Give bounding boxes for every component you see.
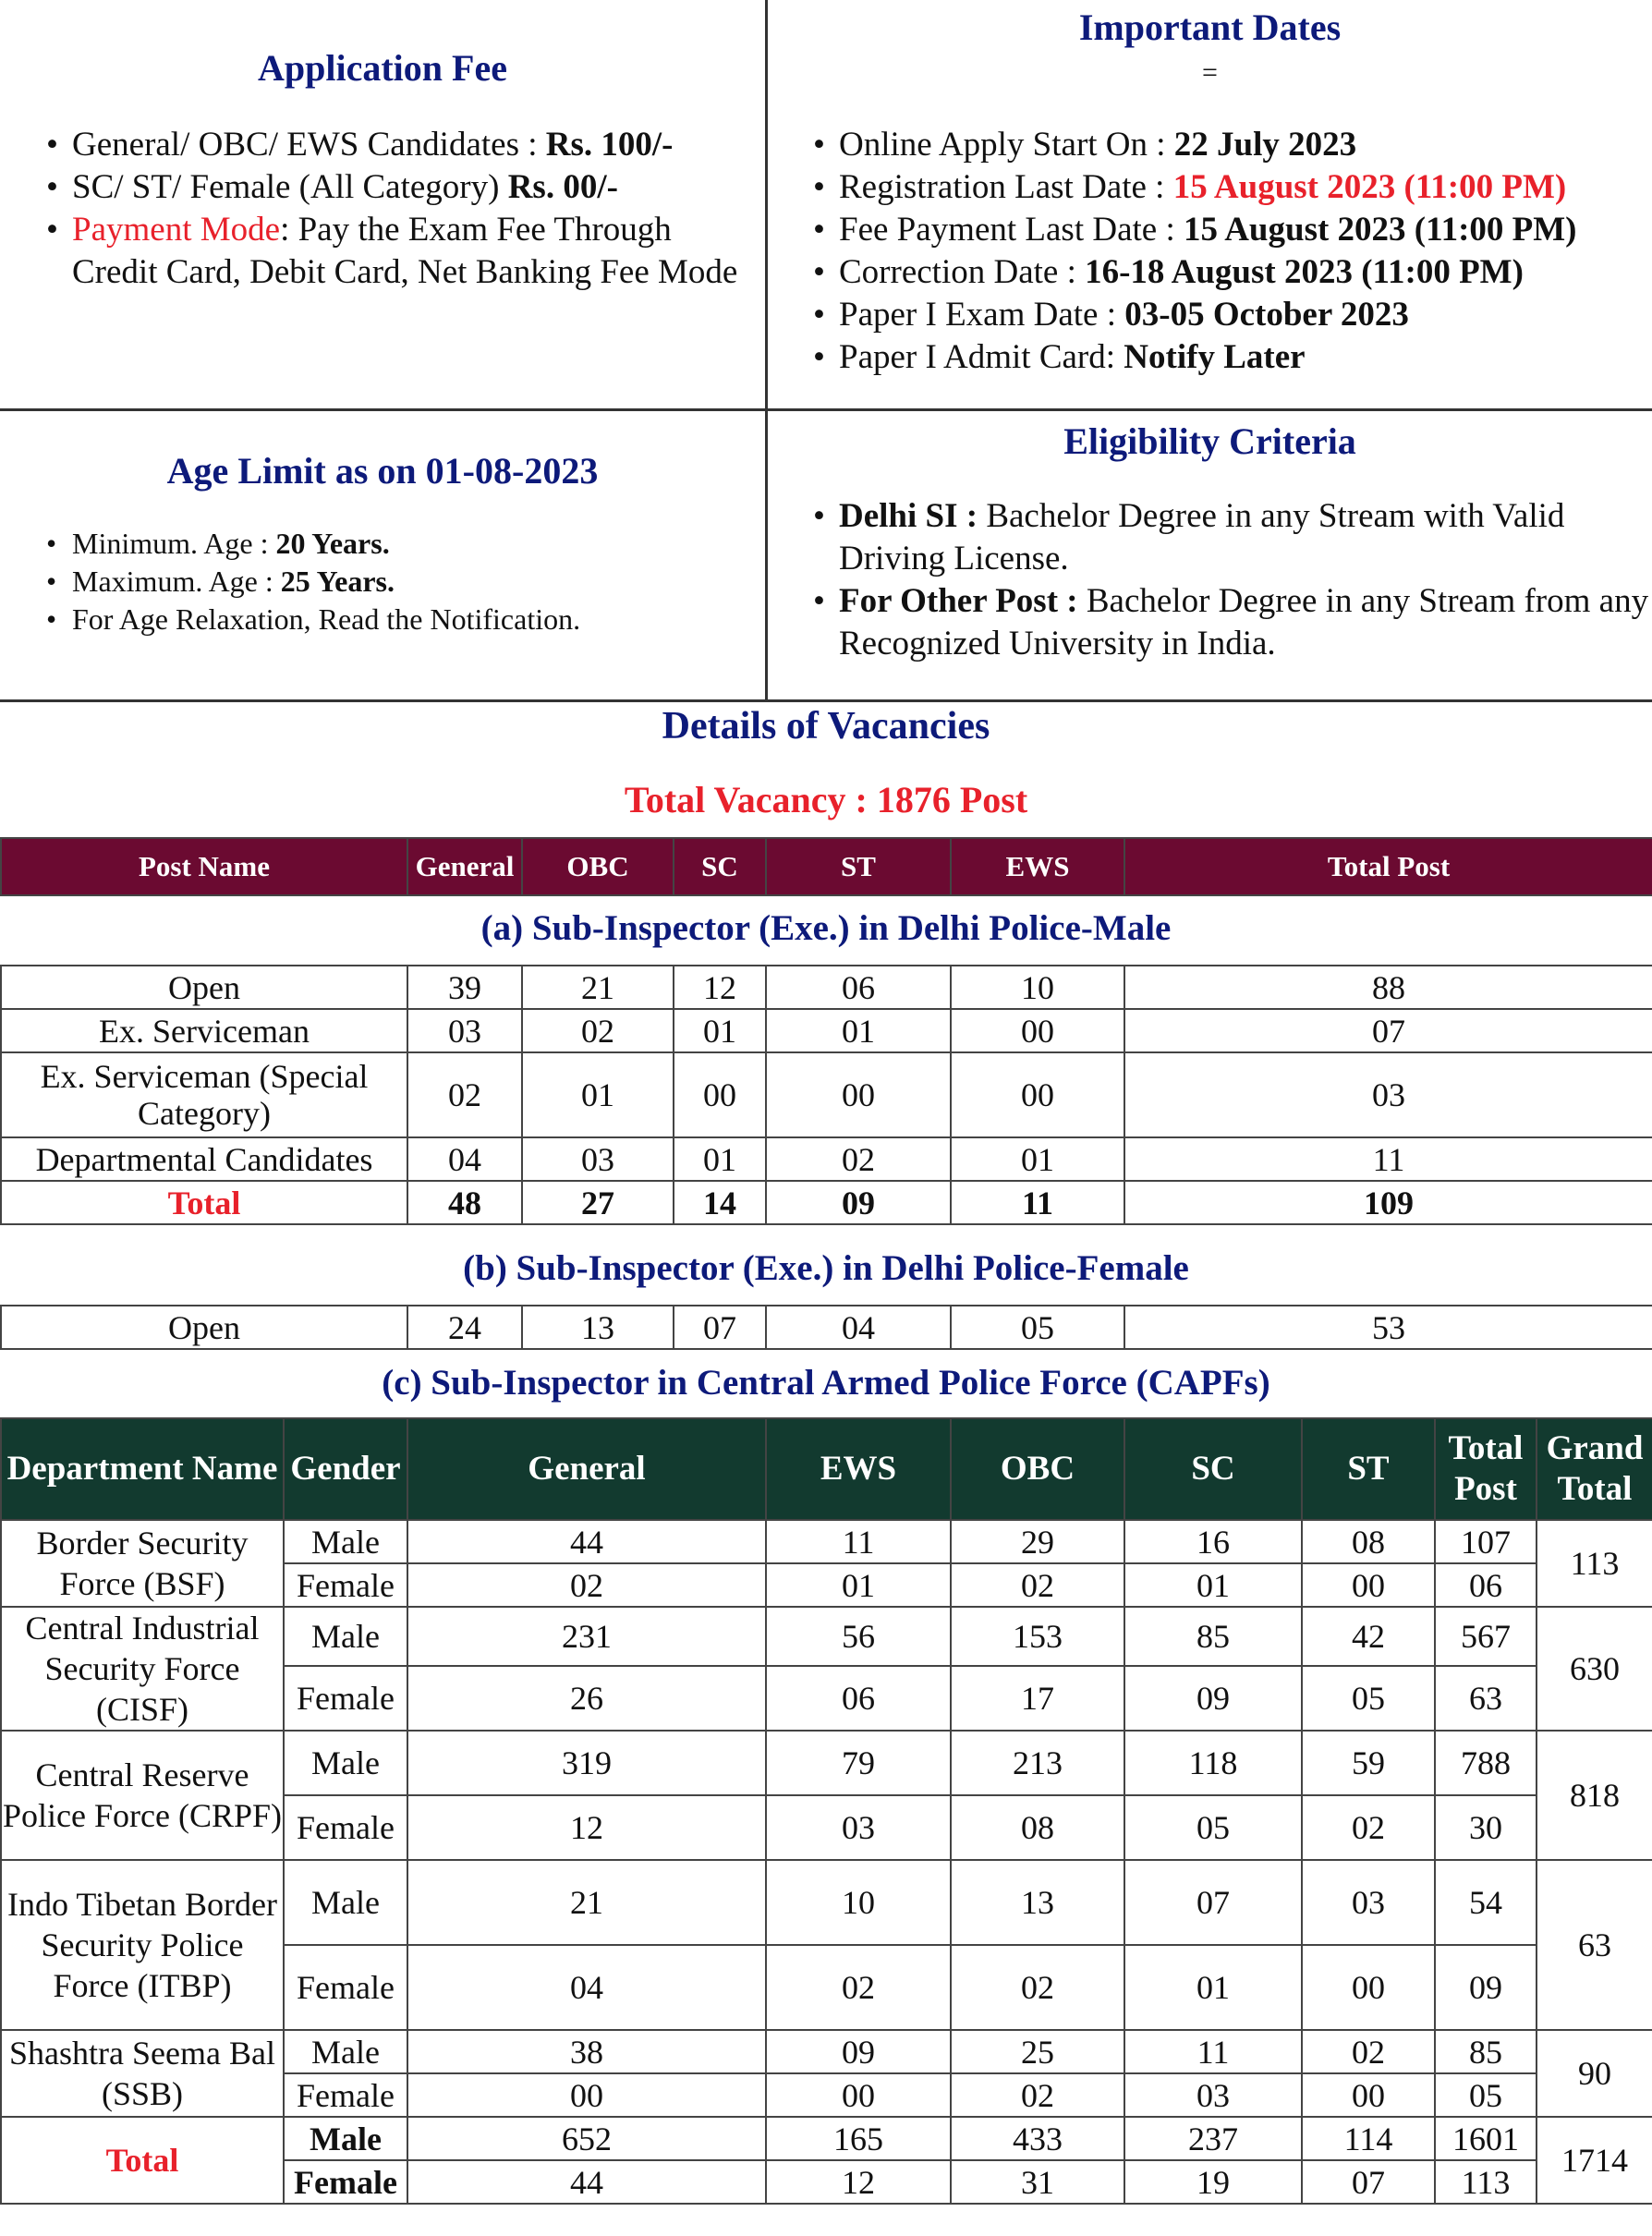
vacancy-cell: 02: [1302, 2030, 1435, 2073]
date-item: • Paper I Admit Card: Notify Later: [809, 336, 1652, 379]
post-name-cell: Departmental Candidates: [1, 1137, 407, 1181]
column-header: General: [407, 838, 522, 895]
vacancy-cell: 02: [951, 1945, 1124, 2030]
important-dates-subtitle: =: [1202, 57, 1218, 88]
column-header: Total Post: [1435, 1418, 1537, 1520]
table-row: [1, 1009, 1652, 1052]
total-cell: 07: [1302, 2160, 1435, 2204]
eligibility-item: • For Other Post : Bachelor Degree in any Stream from any Recognized University in India.: [809, 580, 1652, 665]
gender-cell: Female: [284, 1945, 407, 2030]
capf-header-row: [1, 1418, 1652, 1520]
vacancy-cell: 54: [1435, 1860, 1537, 1945]
total-cell: 19: [1124, 2160, 1302, 2204]
total-cell: 113: [1435, 2160, 1537, 2204]
important-dates-list: [809, 124, 1652, 379]
column-header: ST: [766, 838, 951, 895]
table-row: [1, 1306, 1652, 1349]
vacancy-cell: 02: [407, 1563, 766, 1607]
vacancy-cell: 17: [951, 1666, 1124, 1731]
vacancy-cell: 07: [674, 1306, 766, 1349]
post-name-cell: Open: [1, 1306, 407, 1349]
total-cell: 114: [1302, 2117, 1435, 2160]
post-name-cell: Ex. Serviceman: [1, 1009, 407, 1052]
vacancy-cell: 02: [766, 1137, 951, 1181]
vacancy-cell: 59: [1302, 1731, 1435, 1795]
column-header: EWS: [951, 838, 1124, 895]
table-row: [1, 1137, 1652, 1181]
vacancy-cell: 118: [1124, 1731, 1302, 1795]
gender-cell: Male: [284, 1731, 407, 1795]
total-cell: 44: [407, 2160, 766, 2204]
vacancy-cell: 03: [522, 1137, 674, 1181]
vacancy-cell: 05: [1302, 1666, 1435, 1731]
vacancy-cell: 85: [1435, 2030, 1537, 2073]
age-item: • Minimum. Age : 20 Years.: [43, 525, 754, 563]
table-row: [1, 1052, 1652, 1137]
date-item: • Registration Last Date : 15 August 2023 (11:00 PM): [809, 166, 1652, 209]
section-c-title: (c) Sub-Inspector in Central Armed Police Force (CAPFs): [382, 1363, 1270, 1403]
vacancy-cell: 01: [766, 1563, 951, 1607]
vacancy-cell: 09: [1124, 1666, 1302, 1731]
vacancy-cell: 38: [407, 2030, 766, 2073]
gender-cell: Female: [284, 1795, 407, 1860]
vacancy-cell: 16: [1124, 1520, 1302, 1563]
vacancy-cell: 01: [1124, 1563, 1302, 1607]
vacancy-cell: 09: [1435, 1945, 1537, 2030]
table-row: [1, 1520, 1652, 1563]
age-limit-list: [43, 525, 754, 638]
vacancy-cell: 00: [951, 1052, 1124, 1137]
vacancy-cell: 153: [951, 1607, 1124, 1666]
table-header-row: [1, 838, 1652, 895]
vacancy-cell: 01: [674, 1009, 766, 1052]
vacancy-cell: 107: [1435, 1520, 1537, 1563]
payment-mode-item: • Payment Mode: Pay the Exam Fee Through Credit Card, Debit Card, Net Banking Fee Mode: [43, 209, 754, 294]
vacancy-cell: 07: [1124, 1009, 1652, 1052]
info-grid: [0, 0, 1652, 702]
column-header: Department Name: [1, 1418, 284, 1520]
grid-divider-vertical: [765, 0, 768, 702]
important-dates-title: Important Dates: [1078, 6, 1342, 48]
post-name-cell: Ex. Serviceman (Special Category): [1, 1052, 407, 1137]
grand-total-cell: 1714: [1537, 2117, 1652, 2204]
vacancy-cell: 08: [951, 1795, 1124, 1860]
date-item: • Fee Payment Last Date : 15 August 2023 (11:00 PM): [809, 209, 1652, 251]
vacancy-cell: 29: [951, 1520, 1124, 1563]
gender-cell: Female: [284, 1563, 407, 1607]
vacancy-cell: 00: [407, 2073, 766, 2117]
vacancy-cell: 02: [951, 2073, 1124, 2117]
vacancy-cell: 42: [1302, 1607, 1435, 1666]
age-item: • For Age Relaxation, Read the Notification.: [43, 601, 754, 638]
section-b-title: (b) Sub-Inspector (Exe.) in Delhi Police-Female: [463, 1248, 1189, 1288]
vacancy-cell: 01: [674, 1137, 766, 1181]
total-cell: 11: [951, 1181, 1124, 1224]
section-a-table: [0, 965, 1652, 1225]
vacancy-cell: 88: [1124, 966, 1652, 1009]
vacancy-cell: 21: [522, 966, 674, 1009]
vacancy-cell: 788: [1435, 1731, 1537, 1795]
gender-cell: Male: [284, 1520, 407, 1563]
vacancy-cell: 03: [1302, 1860, 1435, 1945]
application-fee-title: Application Fee: [258, 47, 507, 89]
department-name-cell: Central Reserve Police Force (CRPF): [1, 1731, 284, 1860]
vacancy-cell: 44: [407, 1520, 766, 1563]
gender-cell: Female: [284, 1666, 407, 1731]
total-cell: 109: [1124, 1181, 1652, 1224]
total-cell: 27: [522, 1181, 674, 1224]
column-header: OBC: [951, 1418, 1124, 1520]
vacancy-cell: 00: [951, 1009, 1124, 1052]
vacancy-cell: 213: [951, 1731, 1124, 1795]
vacancy-cell: 01: [522, 1052, 674, 1137]
vacancy-cell: 02: [522, 1009, 674, 1052]
grand-total-cell: 818: [1537, 1731, 1652, 1860]
date-item: • Correction Date : 16-18 August 2023 (11:00 PM): [809, 251, 1652, 294]
vacancy-cell: 08: [1302, 1520, 1435, 1563]
total-cell: 433: [951, 2117, 1124, 2160]
delhi-police-header-table: [0, 837, 1652, 896]
column-header: OBC: [522, 838, 674, 895]
vacancies-title: Details of Vacancies: [662, 705, 990, 747]
vacancy-cell: 06: [766, 1666, 951, 1731]
fee-item: • SC/ ST/ Female (All Category) Rs. 00/-: [43, 166, 754, 209]
vacancy-cell: 24: [407, 1306, 522, 1349]
vacancy-cell: 01: [1124, 1945, 1302, 2030]
grid-divider-bottom: [0, 699, 1652, 702]
vacancy-cell: 11: [1124, 1137, 1652, 1181]
gender-cell: Female: [284, 2073, 407, 2117]
section-b-table: [0, 1305, 1652, 1350]
table-row: [1, 966, 1652, 1009]
grand-total-cell: 63: [1537, 1860, 1652, 2030]
vacancy-cell: 03: [766, 1795, 951, 1860]
vacancy-cell: 02: [1302, 1795, 1435, 1860]
gender-cell: Male: [284, 1860, 407, 1945]
vacancy-cell: 56: [766, 1607, 951, 1666]
total-label-cell: Total: [1, 1181, 407, 1224]
vacancy-cell: 02: [951, 1563, 1124, 1607]
gender-cell: Male: [284, 2030, 407, 2073]
total-cell: 165: [766, 2117, 951, 2160]
column-header: Post Name: [1, 838, 407, 895]
vacancy-cell: 79: [766, 1731, 951, 1795]
post-name-cell: Open: [1, 966, 407, 1009]
eligibility-item: • Delhi SI : Bachelor Degree in any Stream with Valid Driving License.: [809, 495, 1652, 580]
vacancy-cell: 11: [766, 1520, 951, 1563]
table-row: [1, 2030, 1652, 2073]
grand-total-cell: 630: [1537, 1607, 1652, 1731]
eligibility-list: [809, 495, 1652, 665]
vacancy-cell: 39: [407, 966, 522, 1009]
total-cell: 12: [766, 2160, 951, 2204]
total-cell: 09: [766, 1181, 951, 1224]
total-cell: 14: [674, 1181, 766, 1224]
vacancy-cell: 13: [522, 1306, 674, 1349]
vacancy-cell: 03: [1124, 2073, 1302, 2117]
grand-total-cell: 90: [1537, 2030, 1652, 2117]
vacancy-cell: 26: [407, 1666, 766, 1731]
vacancy-cell: 07: [1124, 1860, 1302, 1945]
total-vacancy: Total Vacancy : 1876 Post: [624, 779, 1028, 820]
table-row: [1, 1607, 1652, 1666]
vacancy-cell: 05: [1124, 1795, 1302, 1860]
gender-cell: Male: [284, 1607, 407, 1666]
vacancy-cell: 12: [407, 1795, 766, 1860]
vacancy-cell: 85: [1124, 1607, 1302, 1666]
vacancy-cell: 567: [1435, 1607, 1537, 1666]
table-row: [1, 1860, 1652, 1945]
gender-cell: Male: [284, 2117, 407, 2160]
total-cell: 652: [407, 2117, 766, 2160]
vacancy-cell: 63: [1435, 1666, 1537, 1731]
department-name-cell: Border Security Force (BSF): [1, 1520, 284, 1607]
vacancy-cell: 12: [674, 966, 766, 1009]
column-header: ST: [1302, 1418, 1435, 1520]
vacancy-cell: 25: [951, 2030, 1124, 2073]
vacancy-cell: 00: [766, 2073, 951, 2117]
vacancy-cell: 00: [766, 1052, 951, 1137]
age-limit-title: Age Limit as on 01-08-2023: [166, 450, 599, 492]
grand-total-cell: 113: [1537, 1520, 1652, 1607]
grid-divider-horizontal: [0, 408, 1652, 411]
vacancy-cell: 00: [674, 1052, 766, 1137]
age-item: • Maximum. Age : 25 Years.: [43, 563, 754, 601]
application-fee-list: [43, 124, 754, 294]
vacancy-cell: 03: [407, 1009, 522, 1052]
vacancy-cell: 09: [766, 2030, 951, 2073]
vacancy-cell: 01: [766, 1009, 951, 1052]
vacancy-cell: 30: [1435, 1795, 1537, 1860]
vacancy-cell: 319: [407, 1731, 766, 1795]
fee-item: • General/ OBC/ EWS Candidates : Rs. 100/-: [43, 124, 754, 166]
vacancy-cell: 03: [1124, 1052, 1652, 1137]
vacancy-cell: 02: [766, 1945, 951, 2030]
vacancy-cell: 53: [1124, 1306, 1652, 1349]
column-header: SC: [674, 838, 766, 895]
vacancy-cell: 10: [766, 1860, 951, 1945]
column-header: Total Post: [1124, 838, 1652, 895]
table-row: [1, 1731, 1652, 1795]
total-cell: 31: [951, 2160, 1124, 2204]
eligibility-title: Eligibility Criteria: [1063, 420, 1356, 462]
total-row: [1, 1181, 1652, 1224]
vacancy-cell: 10: [951, 966, 1124, 1009]
vacancy-cell: 05: [951, 1306, 1124, 1349]
department-name-cell: Indo Tibetan Border Security Police Force (ITBP): [1, 1860, 284, 2030]
vacancy-cell: 00: [1302, 1563, 1435, 1607]
total-label-cell: Total: [1, 2117, 284, 2204]
vacancy-cell: 04: [407, 1945, 766, 2030]
column-header: General: [407, 1418, 766, 1520]
date-item: • Paper I Exam Date : 03-05 October 2023: [809, 294, 1652, 336]
vacancy-cell: 13: [951, 1860, 1124, 1945]
column-header: Grand Total: [1537, 1418, 1652, 1520]
vacancy-cell: 02: [407, 1052, 522, 1137]
column-header: EWS: [766, 1418, 951, 1520]
department-name-cell: Central Industrial Security Force (CISF): [1, 1607, 284, 1731]
vacancy-cell: 06: [1435, 1563, 1537, 1607]
capf-table: [0, 1417, 1652, 2205]
total-cell: 1601: [1435, 2117, 1537, 2160]
section-a-title: (a) Sub-Inspector (Exe.) in Delhi Police-Male: [480, 908, 1172, 948]
vacancy-cell: 21: [407, 1860, 766, 1945]
column-header: SC: [1124, 1418, 1302, 1520]
vacancy-cell: 05: [1435, 2073, 1537, 2117]
gender-cell: Female: [284, 2160, 407, 2204]
total-row: [1, 2117, 1652, 2160]
total-cell: 48: [407, 1181, 522, 1224]
total-cell: 237: [1124, 2117, 1302, 2160]
vacancy-cell: 06: [766, 966, 951, 1009]
date-item: • Online Apply Start On : 22 July 2023: [809, 124, 1652, 166]
department-name-cell: Shashtra Seema Bal (SSB): [1, 2030, 284, 2117]
vacancy-cell: 04: [407, 1137, 522, 1181]
vacancy-cell: 11: [1124, 2030, 1302, 2073]
vacancy-cell: 00: [1302, 1945, 1435, 2030]
vacancy-cell: 00: [1302, 2073, 1435, 2117]
vacancy-cell: 231: [407, 1607, 766, 1666]
vacancy-cell: 04: [766, 1306, 951, 1349]
column-header: Gender: [284, 1418, 407, 1520]
vacancy-cell: 01: [951, 1137, 1124, 1181]
